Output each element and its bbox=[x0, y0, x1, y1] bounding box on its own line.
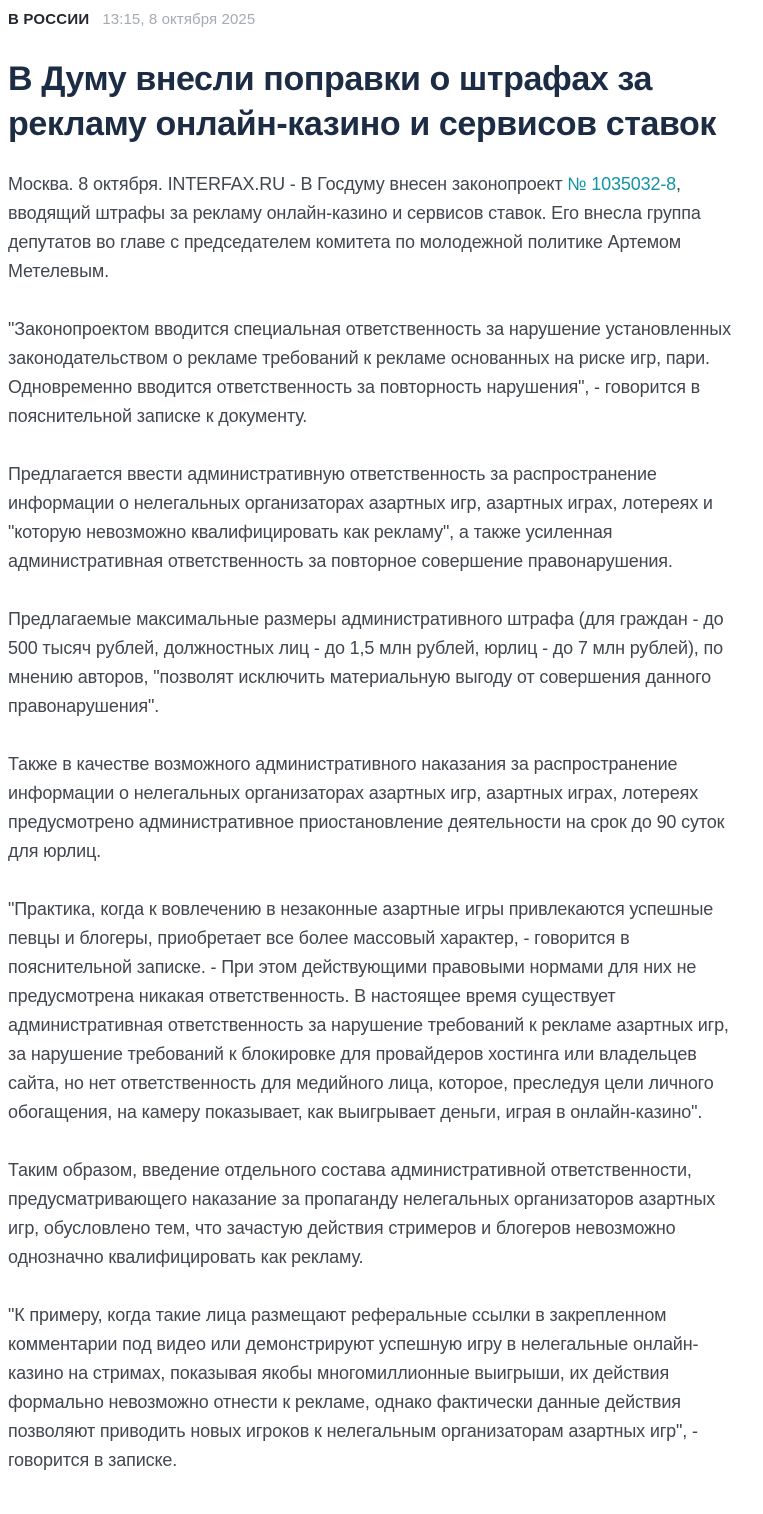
lead-text-after: , вводящий штрафы за рекламу онлайн-казино и сервисов ставок. Его внесла группа депутатов во главе с председателем комитета по молодежной политике Артемом Метелевым. bbox=[8, 174, 701, 281]
bill-number-link[interactable]: № 1035032-8 bbox=[567, 174, 677, 194]
paragraph-proposed-liability: Предлагается ввести административную ответственность за распространение информации о нелегальных организаторах азартных игр, азартных играх, лотереях и "которую невозможно квалифицировать как рекламу", а также усиленная административная ответственность за повторное совершение правонарушения. bbox=[8, 464, 713, 571]
timestamp: 13:15, 8 октября 2025 bbox=[102, 11, 256, 28]
paragraph-quote-practice: "Практика, когда к вовлечению в незаконные азартные игры привлекаются успешные певцы и блогеры, приобретает все более массовый характер, - говорится в пояснительной записке. - При этом действующими правовыми нормами для них не предусмотрена никакая ответственность. В настоящее время существует административная ответственность за нарушение требований к рекламе азартных игр, за нарушение требований к блокировке для провайдеров хостинга или владельцев сайта, но нет ответственность для медийного лица, которое, преследуя цели личного обогащения, на камеру показывает, как выигрывает деньги, играя в онлайн-казино". bbox=[8, 899, 729, 1122]
article-title: В Думу внесли поправки о штрафах за рекламу онлайн-казино и сервисов ставок bbox=[8, 60, 717, 143]
lead-text-before: Москва. 8 октября. INTERFAX.RU - В Госдуму внесен законопроект bbox=[8, 174, 568, 194]
paragraph-rationale: Таким образом, введение отдельного состава административной ответственности, предусматривающего наказание за пропаганду нелегальных организаторов азартных игр, обусловлено тем, что зачастую действия стримеров и блогеров невозможно однозначно квалифицировать как рекламу. bbox=[8, 1160, 716, 1267]
paragraph-quote-referral-links: "К примеру, когда такие лица размещают реферальные ссылки в закрепленном комментарии под видео или демонстрируют успешную игру в нелегальные онлайн-казино на стримах, показывая якобы многомиллионные выигрыши, их действия формально невозможно отнести к рекламе, однако фактически данные действия позволяют приводить новых игроков к нелегальным организаторам азартных игр", - говорится в записке. bbox=[8, 1305, 699, 1470]
paragraph-quote-explanatory-note: "Законопроектом вводится специальная ответственность за нарушение установленных законодательством о рекламе требований к рекламе основанных на риске игр, пари. Одновременно вводится ответственность за повторность нарушения", - говорится в пояснительной записке к документу. bbox=[8, 319, 731, 426]
lead-paragraph bbox=[8, 170, 745, 286]
category-link[interactable]: В РОССИИ bbox=[8, 11, 90, 28]
article-header bbox=[8, 10, 745, 28]
paragraph-fine-amounts: Предлагаемые максимальные размеры административного штрафа (для граждан - до 500 тысяч рублей, должностных лиц - до 1,5 млн рублей, юрлиц - до 7 млн рублей), по мнению авторов, "позволят исключить материальную выгоду от совершения данного правонарушения". bbox=[8, 609, 724, 716]
paragraph-suspension-penalty: Также в качестве возможного административного наказания за распространение информации о нелегальных организаторах азартных игр, азартных играх, лотереях предусмотрено административное приостановление деятельности на срок до 90 суток для юрлиц. bbox=[8, 754, 725, 861]
article-body bbox=[8, 170, 745, 1475]
